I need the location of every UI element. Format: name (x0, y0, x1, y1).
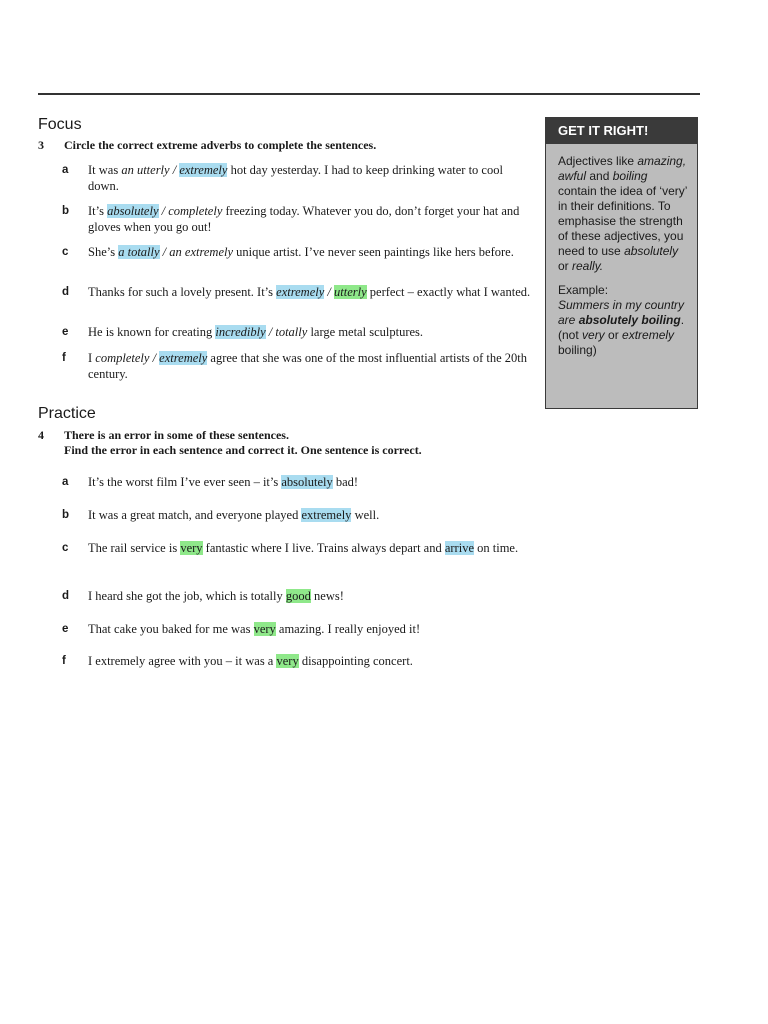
option-2-highlighted[interactable]: extremely (159, 351, 208, 365)
text-part: news! (310, 589, 344, 603)
tip-text: really. (572, 259, 604, 273)
focus-item-e (62, 324, 532, 340)
option-2-highlighted[interactable]: utterly (334, 285, 367, 299)
text-part: He is known for creating (88, 325, 216, 339)
text-part: amazing. I really enjoyed it! (275, 622, 421, 636)
highlighted-word[interactable]: absolutely (281, 475, 333, 489)
example-text (558, 298, 689, 358)
practice-item-c (62, 540, 532, 556)
tip-text: very (582, 328, 605, 342)
tip-paragraph (558, 154, 689, 274)
practice-item-d (62, 588, 532, 604)
text-part: That cake you baked for me was (88, 622, 254, 636)
practice-instruction (38, 428, 422, 458)
option-1-highlighted[interactable]: extremely (276, 285, 325, 299)
tip-text: boiling (612, 169, 648, 183)
highlighted-word[interactable]: very (253, 622, 276, 636)
practice-item-a (62, 474, 532, 490)
focus-item-d (62, 284, 532, 300)
text-part: fantastic where I live. Trains always depart and (202, 541, 445, 555)
tip-header: GET IT RIGHT! (546, 118, 697, 144)
text-part: disappointing concert. (298, 654, 413, 668)
separator: / (159, 245, 170, 259)
item-letter: f (62, 655, 66, 667)
item-letter: d (62, 286, 70, 298)
text-part: unique artist. I’ve never seen paintings like hers before. (233, 245, 514, 259)
highlighted-word[interactable]: extremely (301, 508, 352, 522)
focus-item-f (62, 350, 532, 382)
highlighted-word[interactable]: very (180, 541, 203, 555)
focus-item-a (62, 162, 532, 194)
tip-text: . (680, 313, 685, 327)
text-part: It was a great match, and everyone played (88, 508, 302, 522)
option-2[interactable]: an extremely (169, 245, 234, 259)
focus-title: Focus (38, 116, 82, 133)
focus-instruction (38, 138, 376, 153)
separator: / (158, 204, 169, 218)
text-part: I extremely agree with you – it was a (88, 654, 277, 668)
item-letter: f (62, 352, 66, 364)
item-letter: a (62, 476, 69, 488)
tip-text: or (558, 259, 573, 273)
tip-text: (not (558, 328, 583, 342)
exercise-number: 3 (38, 138, 44, 152)
separator: / (265, 325, 276, 339)
tip-text: amazing, awful (558, 154, 687, 183)
tip-text: extremely (622, 328, 675, 342)
instruction-line-1: There is an error in some of these sentences. (64, 428, 289, 442)
option-1-highlighted[interactable]: a totally (118, 245, 160, 259)
separator: / (149, 351, 160, 365)
tip-text: contain the idea of ‘very’ in their definitions. To emphasise the strength of these adjectives, you need to use (558, 184, 687, 258)
item-letter: d (62, 590, 70, 602)
highlighted-word[interactable]: good (285, 589, 311, 603)
instruction-line-2: Find the error in each sentence and correct it. One sentence is correct. (64, 443, 422, 457)
item-letter: c (62, 542, 69, 554)
item-letter: b (62, 509, 70, 521)
text-part: freezing today. Whatever you do, don’t forget your hat and gloves when you go out! (88, 204, 520, 234)
practice-item-e (62, 621, 532, 637)
tip-text: or (604, 328, 623, 342)
option-2[interactable]: completely (168, 204, 223, 218)
tip-text: Summers in my country are (558, 298, 685, 327)
text-part: It was (88, 163, 122, 177)
separator: / (324, 285, 335, 299)
text-part: It’s (88, 204, 108, 218)
item-letter: b (62, 205, 70, 217)
focus-item-b (62, 203, 532, 235)
tip-text: and (586, 169, 613, 183)
text-part: large metal sculptures. (307, 325, 424, 339)
option-1[interactable]: an utterly (121, 163, 170, 177)
text-part: She’s (88, 245, 119, 259)
top-rule (38, 93, 700, 95)
practice-title: Practice (38, 405, 96, 422)
text-part: The rail service is (88, 541, 181, 555)
text-part: agree that she was one of the most influential artists of the 20th century. (88, 351, 528, 381)
item-letter: a (62, 164, 69, 176)
practice-item-f (62, 653, 532, 669)
item-letter: c (62, 246, 69, 258)
focus-item-c (62, 244, 532, 260)
tip-text: absolutely boiling (578, 313, 681, 327)
text-part: bad! (332, 475, 359, 489)
text-part: Thanks for such a lovely present. It’s (88, 285, 277, 299)
practice-item-b (62, 507, 532, 523)
get-it-right-box (545, 117, 698, 409)
highlighted-word[interactable]: very (276, 654, 299, 668)
tip-body (546, 144, 697, 358)
text-part: on time. (474, 541, 519, 555)
tip-text: boiling) (558, 343, 597, 357)
instruction-text: Circle the correct extreme adverbs to complete the sentences. (64, 138, 377, 152)
tip-text: absolutely (624, 244, 679, 258)
text-part: It’s the worst film I’ve ever seen – it’s (88, 475, 282, 489)
separator: / (169, 163, 180, 177)
option-2[interactable]: totally (275, 325, 308, 339)
highlighted-word-2[interactable]: arrive (444, 541, 474, 555)
option-1-highlighted[interactable]: absolutely (107, 204, 159, 218)
item-letter: e (62, 623, 69, 635)
tip-text: Adjectives like (558, 154, 638, 168)
option-1-highlighted[interactable]: incredibly (215, 325, 266, 339)
text-part: I heard she got the job, which is totally (88, 589, 286, 603)
example-label: Example: (558, 283, 609, 297)
item-letter: e (62, 326, 69, 338)
exercise-number: 4 (38, 428, 44, 442)
text-part: hot day yesterday. I had to keep drinking water to cool down. (88, 163, 503, 193)
text-part: I (88, 351, 96, 365)
option-2-highlighted[interactable]: extremely (179, 163, 228, 177)
text-part: well. (351, 508, 380, 522)
option-1[interactable]: completely (95, 351, 150, 365)
text-part: perfect – exactly what I wanted. (366, 285, 531, 299)
